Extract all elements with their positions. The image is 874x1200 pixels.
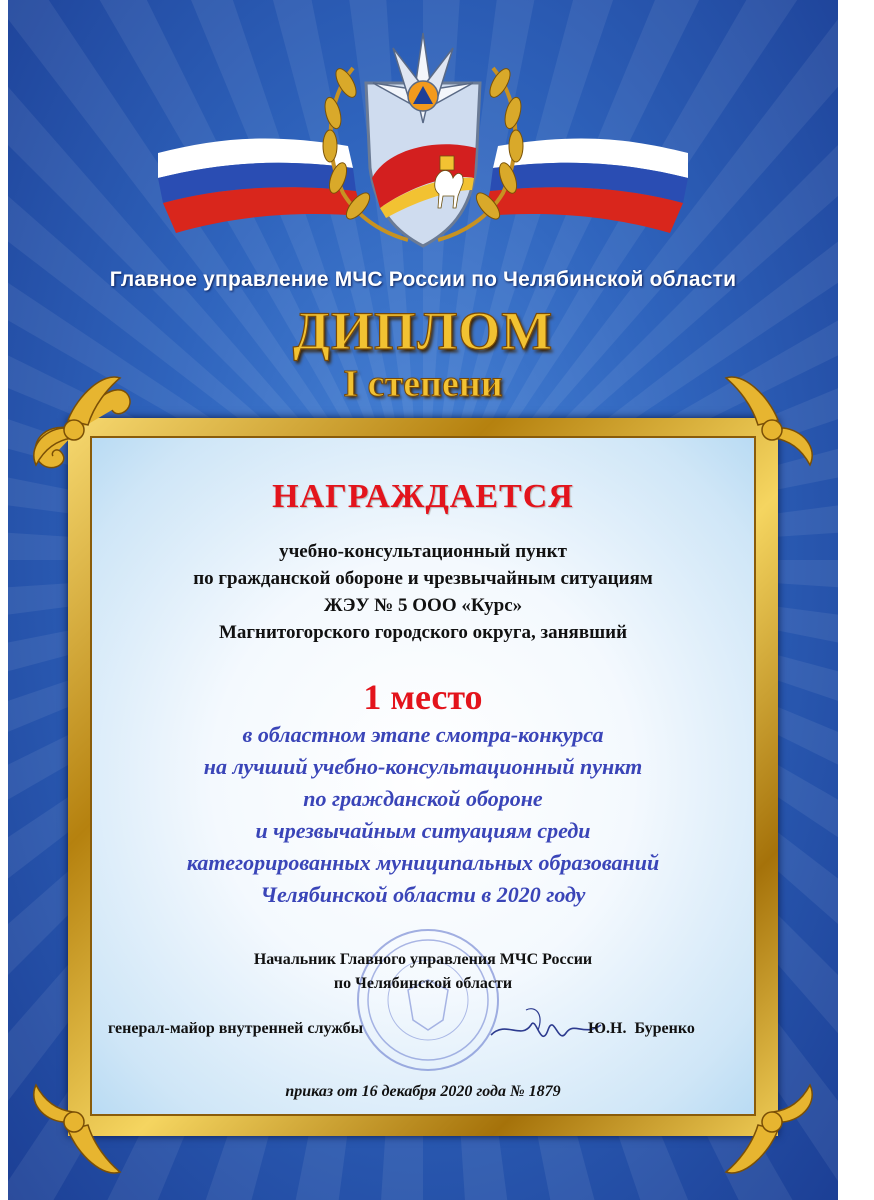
order-reference: приказ от 16 декабря 2020 года № 1879 xyxy=(285,1083,561,1100)
diploma-degree: I степени xyxy=(343,363,503,405)
recipient-line: ЖЭУ № 5 ООО «Курс» xyxy=(323,595,523,616)
signatory-position: Начальник Главного управления МЧС России xyxy=(253,951,593,968)
competition-line: Челябинской области в 2020 году xyxy=(260,882,586,907)
diploma-page xyxy=(8,0,838,1200)
award-heading: НАГРАЖДАЕТСЯ xyxy=(272,478,574,515)
competition-line: категорированных муниципальных образований xyxy=(186,850,660,875)
recipient-line: учебно-консультационный пункт xyxy=(279,541,567,562)
signatory-rank: генерал-майор внутренней службы xyxy=(108,1020,364,1037)
emchs-star-emblem-icon xyxy=(158,28,688,263)
competition-line: по гражданской обороне xyxy=(303,786,543,811)
signatory-name: Ю.Н. Буренко xyxy=(588,1020,695,1037)
official-stamp-icon xyxy=(353,925,503,1075)
competition-line: и чрезвычайным ситуациям среди xyxy=(255,818,591,843)
recipient-line: по гражданской обороне и чрезвычайным ситуациям xyxy=(193,568,653,589)
organization-title: Главное управление МЧС России по Челябинской области xyxy=(109,268,737,291)
diploma-title: ДИПЛОМ xyxy=(292,301,554,361)
competition-line: на лучший учебно-консультационный пункт xyxy=(203,754,643,779)
signatory-region: по Челябинской области xyxy=(333,975,513,992)
place-result: 1 место xyxy=(363,677,483,717)
competition-line: в областном этапе смотра-конкурса xyxy=(242,722,604,747)
recipient-line: Магнитогорского городского округа, занявший xyxy=(218,622,628,643)
